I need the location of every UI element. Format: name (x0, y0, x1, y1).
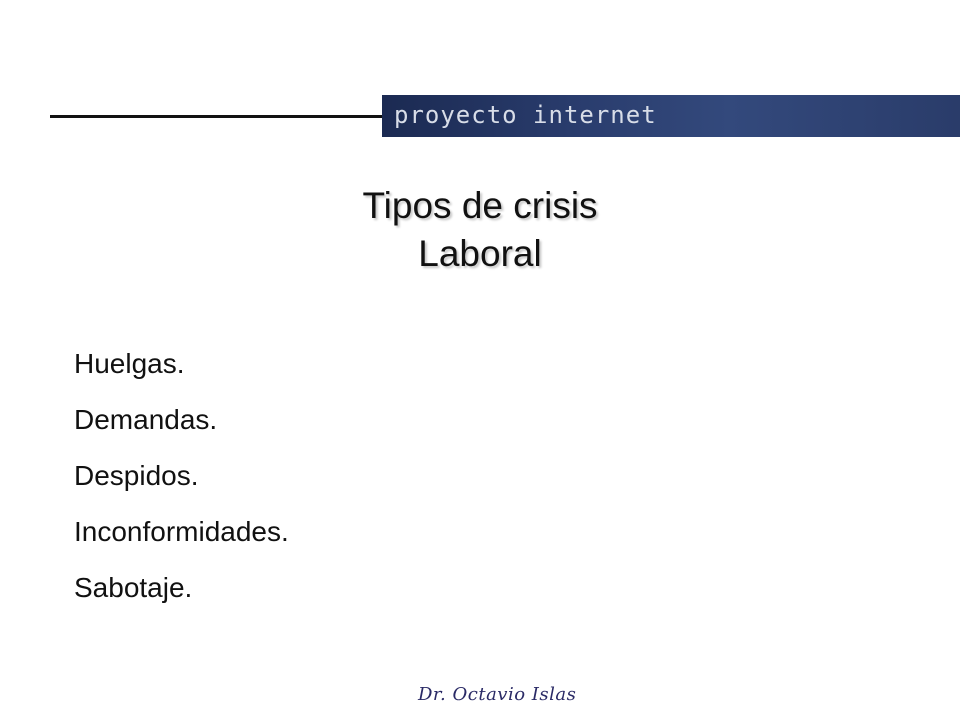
header-rule (50, 115, 386, 118)
list-item: Despidos. (74, 460, 199, 491)
slide-title (0, 182, 960, 278)
list-item: Sabotaje. (74, 572, 193, 603)
title-line-1: Tipos de crisis (362, 185, 598, 226)
proyecto-internet-logo: proyecto internet (394, 101, 657, 129)
author-signature: Dr. Octavio Islas (418, 684, 577, 705)
crisis-type-list (74, 336, 289, 616)
list-item: Huelgas. (74, 348, 185, 379)
title-line-2: Laboral (418, 233, 542, 274)
header-banner (382, 95, 960, 137)
list-item: Inconformidades. (74, 516, 289, 547)
list-item: Demandas. (74, 404, 218, 435)
